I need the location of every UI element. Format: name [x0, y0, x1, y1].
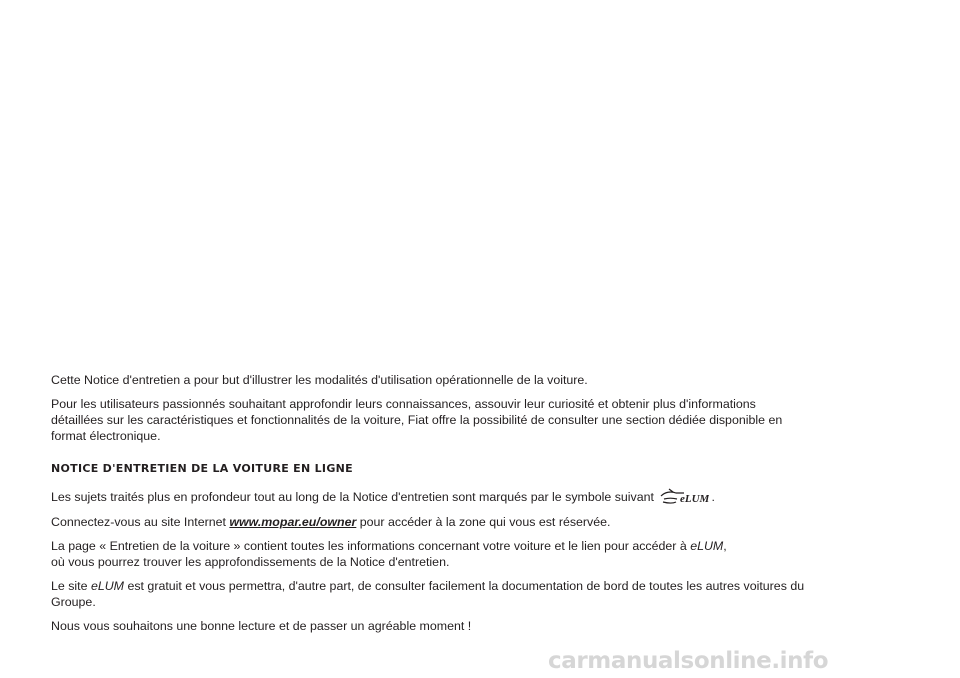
maintenance-comma: ,: [723, 539, 727, 553]
symbol-text: Les sujets traités plus en profondeur tout au long de la Notice d'entretien sont marqués par le symbole suivant: [51, 490, 654, 504]
elum-term: eLUM: [690, 539, 724, 553]
elum-site-paragraph: [51, 578, 811, 610]
mopar-owner-link[interactable]: www.mopar.eu/owner: [229, 515, 357, 529]
website-text: Connectez-vous au site Internet: [51, 515, 230, 529]
maintenance-page-paragraph: [51, 538, 811, 570]
elum-site-text: Le site: [51, 579, 91, 593]
maintenance-text-line2: où vous pourrez trouver les approfondissements de la Notice d'entretien.: [51, 555, 450, 569]
online-section-paragraph: Pour les utilisateurs passionnés souhaitant approfondir leurs connaissances, assouvir leur curiosité et obtenir plus d'informations détaillées sur les caractéristiques et fonctionnalités de la voiture, Fiat offre la possibilité de consulter une section dédiée disponible en format électronique.: [51, 397, 783, 443]
closing-paragraph: Nous vous souhaitons une bonne lecture et de passer un agréable moment !: [51, 619, 472, 633]
maintenance-text: La page « Entretien de la voiture » contient toutes les informations concernant votre voiture et le lien pour accéder à: [51, 539, 691, 553]
symbol-period: .: [711, 490, 715, 504]
website-paragraph: [51, 514, 811, 530]
website-text-end: pour accéder à la zone qui vous est réservée.: [356, 515, 611, 529]
intro-paragraph: Cette Notice d'entretien a pour but d'illustrer les modalités d'utilisation opérationnelle de la voiture.: [51, 373, 588, 387]
elum-site-text-end: est gratuit et vous permettra, d'autre part, de consulter facilement la documentation de bord de toutes les autres voitures du Groupe.: [51, 579, 805, 609]
section-heading: NOTICE D'ENTRETIEN DE LA VOITURE EN LIGNE: [51, 462, 353, 475]
watermark-text: carmanualsonline.info: [548, 648, 829, 674]
elum-site-term: eLUM: [90, 579, 125, 593]
manual-intro: [51, 372, 811, 642]
svg-text:eLUM: eLUM: [680, 493, 710, 505]
elum-hand-icon: [659, 486, 709, 506]
symbol-paragraph: [51, 486, 811, 506]
